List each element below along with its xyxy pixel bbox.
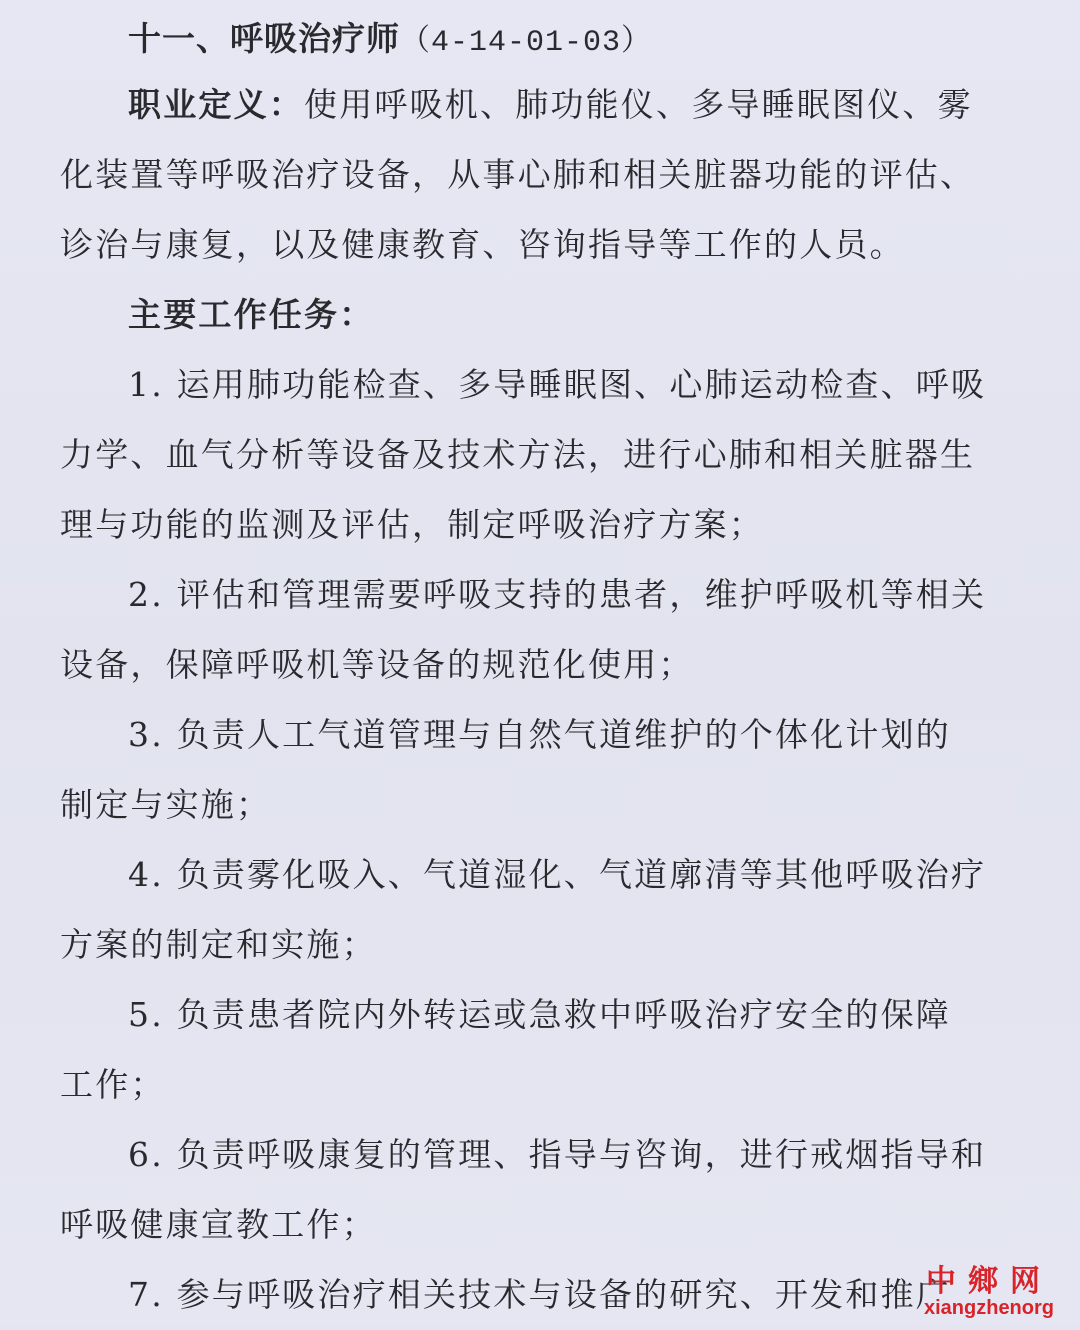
- task-4-line-1: 4. 负责雾化吸入、气道湿化、气道廓清等其他呼吸治疗: [128, 855, 987, 894]
- task-4-line-2: 方案的制定和实施；: [60, 925, 377, 964]
- section-heading: [60, 8, 965, 70]
- task-3-line-1: 3. 负责人工气道管理与自然气道维护的个体化计划的: [128, 715, 951, 754]
- definition-text-1: 使用呼吸机、肺功能仪、多导睡眠图仪、雾: [304, 85, 973, 124]
- document-body: [60, 8, 987, 1330]
- definition-line-3: 诊治与康复，以及健康教育、咨询指导等工作的人员。: [60, 225, 905, 264]
- task-2-line-2: 设备，保障呼吸机等设备的规范化使用；: [60, 645, 694, 684]
- definition-line-1: [60, 70, 973, 140]
- occupation-name: 十一、呼吸治疗师: [128, 19, 400, 58]
- site-watermark: [923, 1264, 1054, 1319]
- watermark-logo-text: 中鄉网: [925, 1264, 1052, 1299]
- task-list: [60, 350, 987, 1330]
- task-5-line-1: 5. 负责患者院内外转运或急救中呼吸治疗安全的保障: [128, 995, 951, 1034]
- watermark-domain: xiangzhenorg: [923, 1297, 1054, 1319]
- task-6-line-2: 呼吸健康宣教工作；: [60, 1205, 377, 1244]
- task-2-line-1: 2. 评估和管理需要呼吸支持的患者，维护呼吸机等相关: [128, 575, 987, 614]
- definition-line-2: 化装置等呼吸治疗设备，从事心肺和相关脏器功能的评估、: [60, 155, 976, 194]
- task-1-line-1: 1. 运用肺功能检查、多导睡眠图、心肺运动检查、呼吸: [128, 365, 987, 404]
- occupation-code: （4-14-01-03）: [400, 26, 653, 60]
- tasks-heading: 主要工作任务：: [128, 295, 375, 334]
- task-7-line-1: 7. 参与呼吸治疗相关技术与设备的研究、开发和推广: [128, 1275, 951, 1314]
- task-6-line-1: 6. 负责呼吸康复的管理、指导与咨询，进行戒烟指导和: [128, 1135, 987, 1174]
- task-1-line-2: 力学、血气分析等设备及技术方法，进行心肺和相关脏器生: [60, 435, 976, 474]
- task-1-line-3: 理与功能的监测及评估，制定呼吸治疗方案；: [60, 505, 764, 544]
- definition-label: 职业定义：: [128, 85, 304, 124]
- task-3-line-2: 制定与实施；: [60, 785, 272, 824]
- task-5-line-2: 工作；: [60, 1065, 166, 1104]
